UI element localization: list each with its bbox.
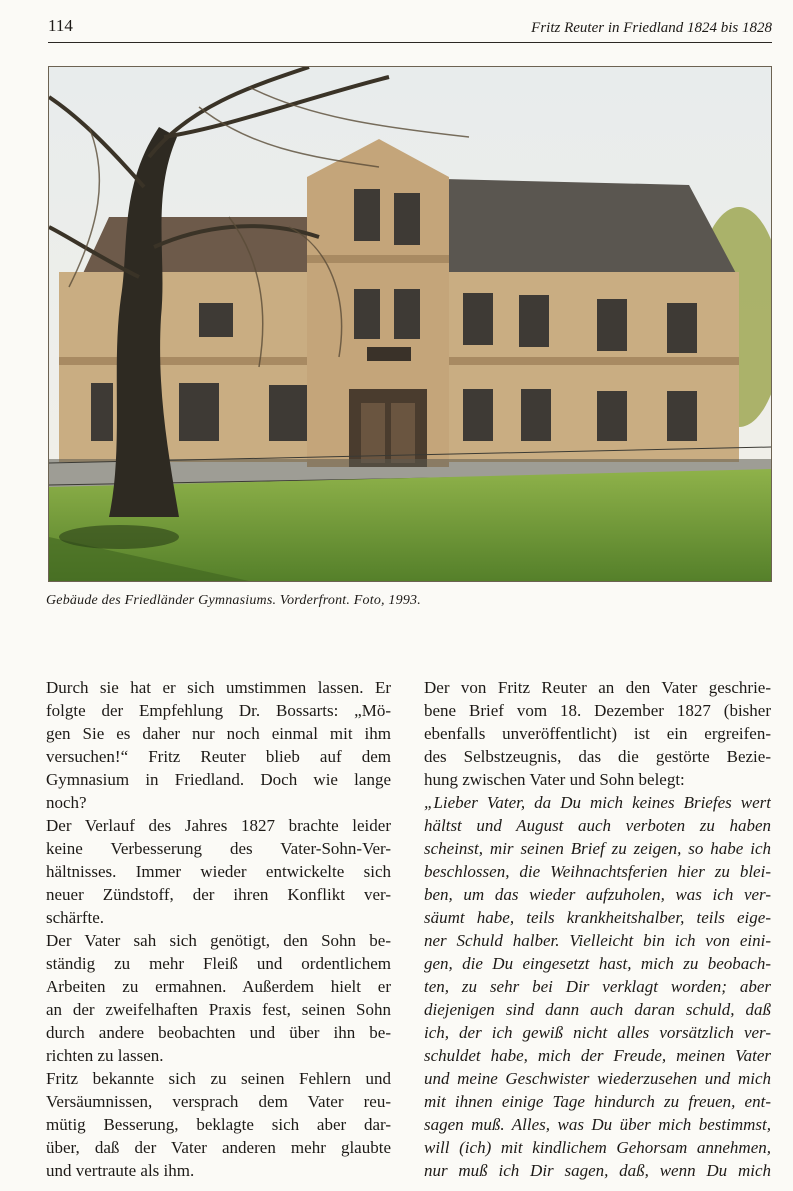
- text-line: richten zu lassen.: [46, 1046, 164, 1065]
- quote-line: will (ich) mit kindlichem Gehorsam annehmen,: [424, 1138, 771, 1157]
- text-line: keine Verbesserung des Vater-Sohn-Ver-: [46, 839, 391, 858]
- quote-line: scheinst, mir seinen Brief zu zeigen, so habe ich: [424, 839, 771, 858]
- quote-line: ner Schuld halber. Vielleicht bin ich von eini-: [424, 931, 771, 950]
- text-line: Fritz bekannte sich zu seinen Fehlern und: [46, 1069, 391, 1088]
- text-line: bene Brief vom 18. Dezember 1827 (bisher: [424, 701, 771, 720]
- quote-line: hältst und August auch verboten zu haben: [424, 816, 771, 835]
- text-line: des Selbstzeugnis, das die gestörte Bezie-: [424, 747, 771, 766]
- quote-line: mit ihnen einige Tage hindurch zu freuen, ent-: [424, 1092, 771, 1111]
- text-line: und vertraute als ihm.: [46, 1161, 195, 1180]
- text-line: folgte der Empfehlung Dr. Bossarts: „Mö-: [46, 701, 391, 720]
- text-line: hältnisses. Immer wieder entwickelte sich: [46, 862, 391, 881]
- text-line: Durch sie hat er sich umstimmen lassen. Er: [46, 678, 391, 697]
- quote-line: ten, zu sehr bei Dir verklagt worden; aber: [424, 977, 771, 996]
- text-line: Der Verlauf des Jahres 1827 brachte leider: [46, 816, 391, 835]
- text-line: mütig Besserung, beklagte sich aber dar-: [46, 1115, 391, 1134]
- text-line: Arbeiten zu ermahnen. Außerdem hielt er: [46, 977, 391, 996]
- quote-line: sagen muß. Alles, was Du über mich bestimmst,: [424, 1115, 771, 1134]
- quote-line: beschlossen, die Weihnachtsferien hier zu blei-: [424, 862, 771, 881]
- quote-line: diejenigen sind dann auch daran schuld, daß: [424, 1000, 771, 1019]
- quote-line: ben, um das wieder aufzuholen, was ich ver-: [424, 885, 771, 904]
- quote-line: und meine Geschwister wiederzusehen und mich: [424, 1069, 771, 1088]
- text-line: versuchen!“ Fritz Reuter blieb auf dem: [46, 747, 391, 766]
- text-line: neuer Zündstoff, der ihren Konflikt ver-: [46, 885, 391, 904]
- page-number: 114: [48, 16, 73, 35]
- quote-line: ich, der ich gewiß nicht alles vorsätzlich ver-: [424, 1023, 771, 1042]
- text-line: Der Vater sah sich genötigt, den Sohn be-: [46, 931, 391, 950]
- school-building-photo: [48, 66, 772, 582]
- text-line: Gymnasium in Friedland. Doch wie lange: [46, 770, 391, 789]
- quote-line: gen, die Du eingesetzt hast, mich zu beobach-: [424, 954, 771, 973]
- quote-line: säumt habe, teils krankheitshalber, teils eige-: [424, 908, 771, 927]
- quote-line: „Lieber Vater, da Du mich keines Briefes wert: [424, 793, 771, 812]
- text-line: ebenfalls unveröffentlicht) ist ein ergreifen-: [424, 724, 771, 743]
- text-line: über, daß der Vater anderen mehr glaubte: [46, 1138, 391, 1157]
- text-line: gen Sie es daher nur noch einmal mit ihm: [46, 724, 391, 743]
- text-line: ständig zu mehr Fleiß und ordentlichem: [46, 954, 391, 973]
- quote-line: nur muß ich Dir sagen, daß, wenn Du mich: [424, 1161, 771, 1180]
- page-header: [48, 12, 772, 43]
- text-line: Versäumnissen, versprach dem Vater reu-: [46, 1092, 391, 1111]
- right-column-text: [424, 676, 771, 1182]
- photo-caption: Gebäude des Friedländer Gymnasiums. Vorderfront. Foto, 1993.: [46, 593, 421, 608]
- text-line: Der von Fritz Reuter an den Vater geschrie-: [424, 678, 771, 697]
- text-line: hung zwischen Vater und Sohn belegt:: [424, 770, 685, 789]
- text-line: noch?: [46, 793, 87, 812]
- text-line: an der zweifelhaften Praxis fest, seinen Sohn: [46, 1000, 391, 1019]
- running-title: Fritz Reuter in Friedland 1824 bis 1828: [531, 20, 772, 36]
- quote-line: schuldet habe, mich der Freude, meinen Vater: [424, 1046, 771, 1065]
- text-line: durch andere beobachten und über ihn be-: [46, 1023, 391, 1042]
- text-line: schärfte.: [46, 908, 105, 927]
- left-column-text: [46, 676, 391, 1182]
